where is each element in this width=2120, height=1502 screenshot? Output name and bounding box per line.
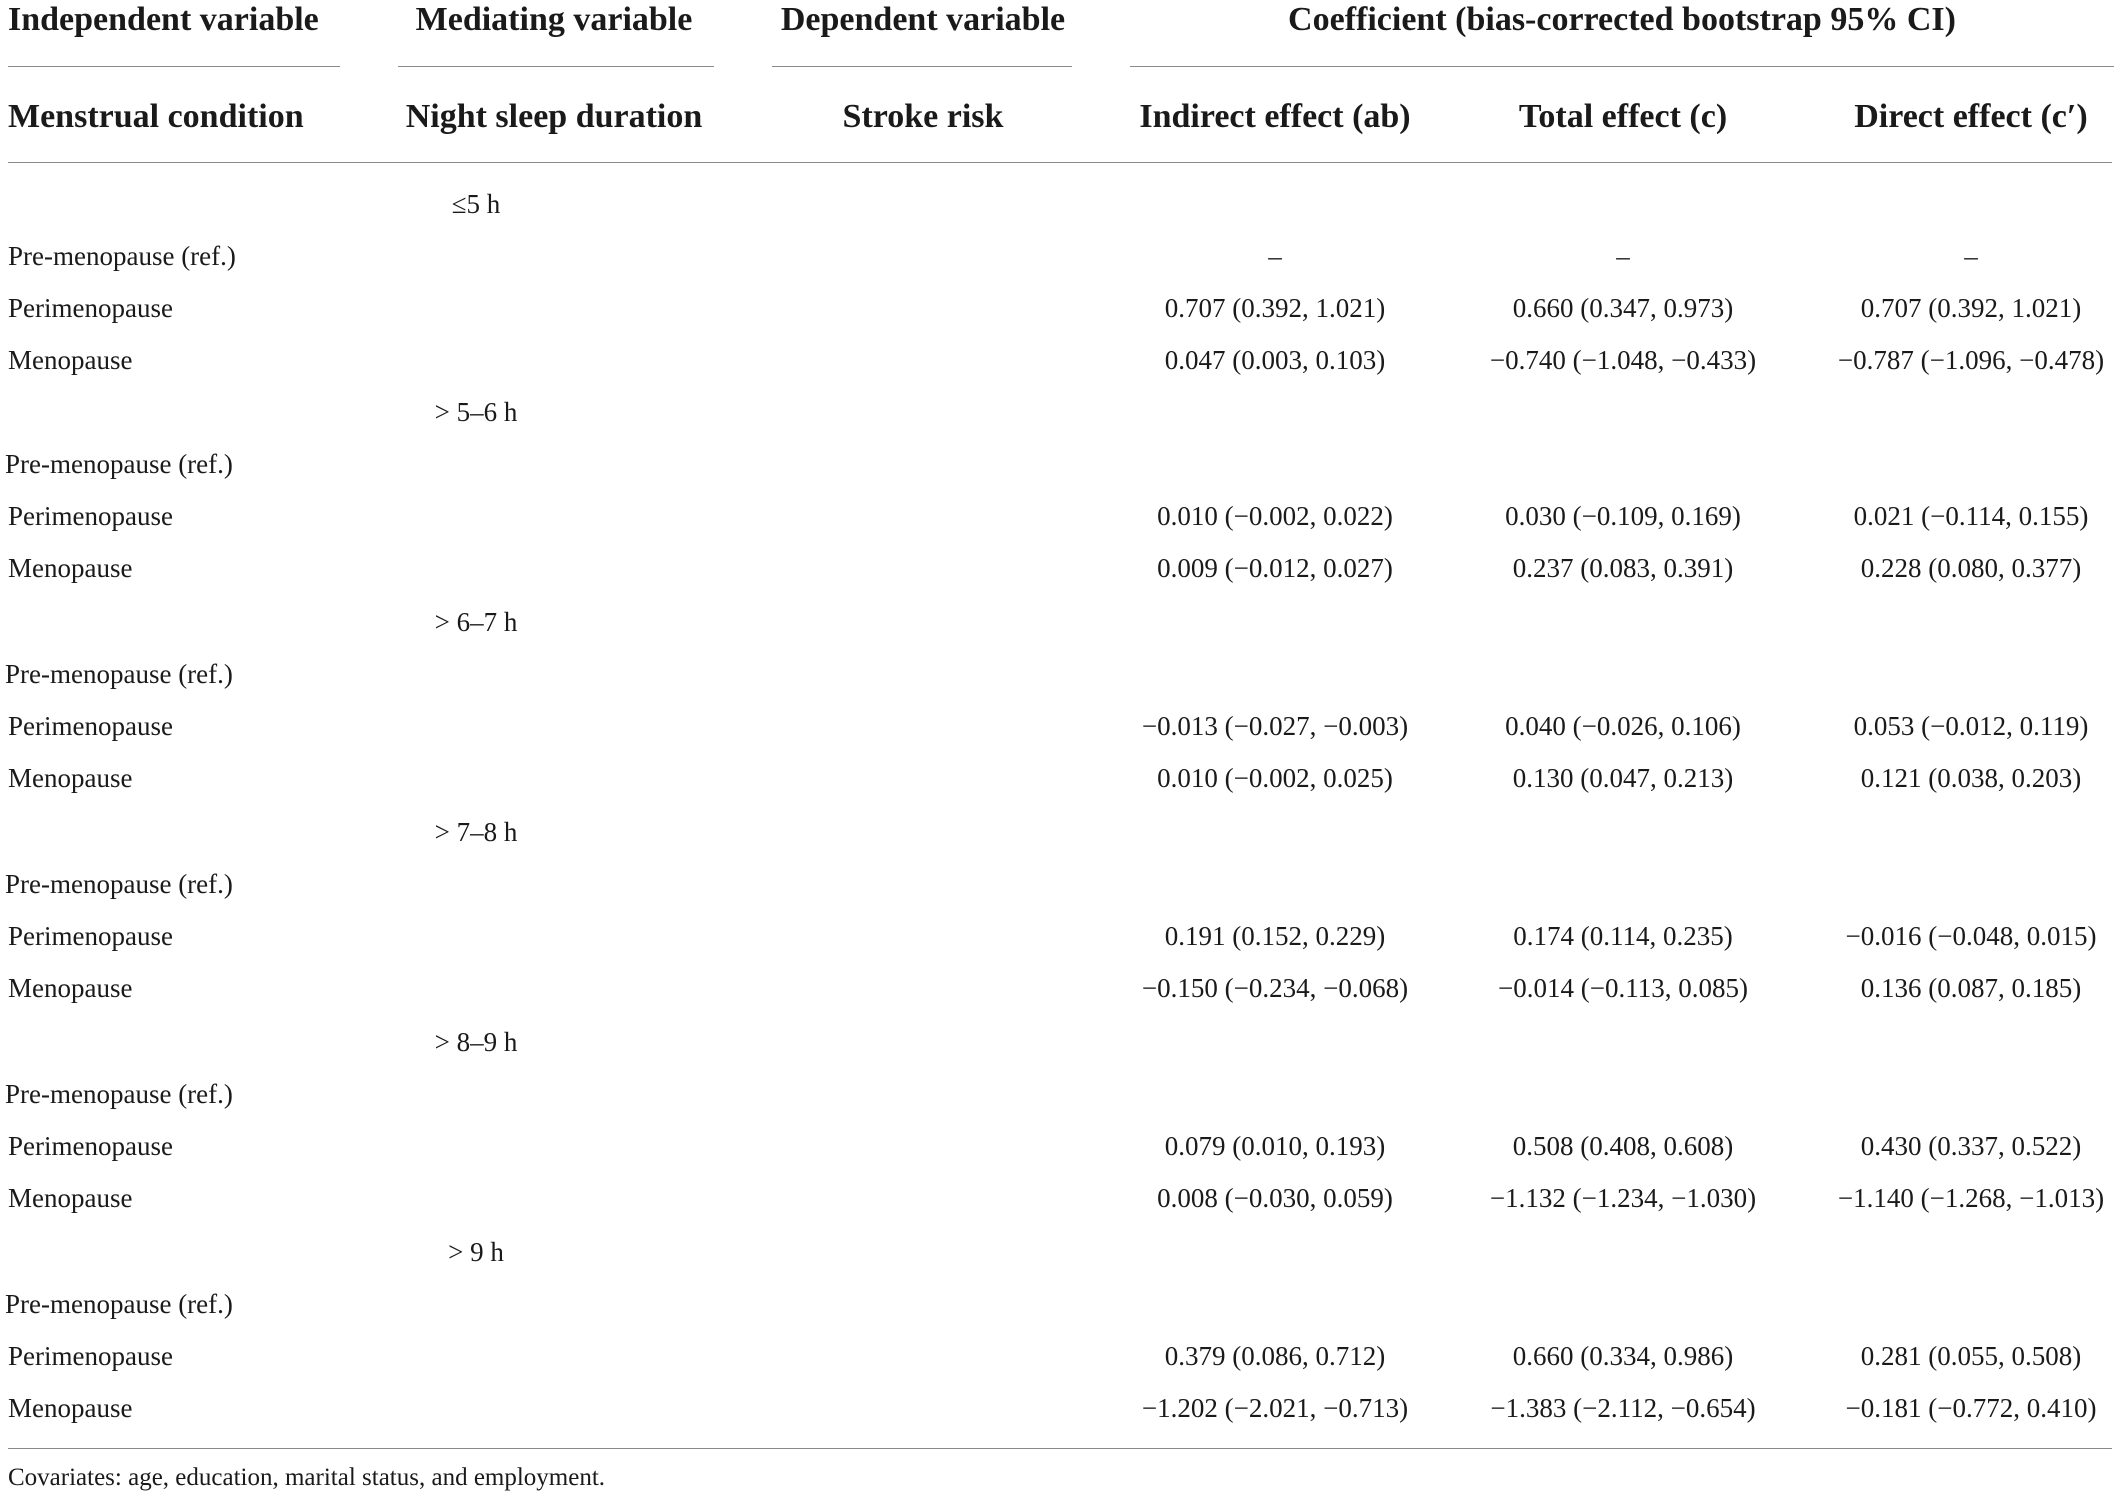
table-row bbox=[0, 1330, 2120, 1382]
table-row bbox=[0, 282, 2120, 334]
table-row bbox=[0, 1172, 2120, 1224]
sleep-duration-label: > 5–6 h bbox=[434, 397, 518, 427]
menstrual-label: Pre-menopause (ref.) bbox=[8, 241, 236, 271]
header-menstrual-condition: Menstrual condition bbox=[8, 98, 304, 135]
indirect-effect-cell: 0.047 (0.003, 0.103) bbox=[1164, 345, 1386, 375]
direct-effect-cell: 0.430 (0.337, 0.522) bbox=[1860, 1131, 2082, 1161]
menstrual-label: Perimenopause bbox=[8, 501, 173, 531]
header-coefficient: Coefficient (bias-corrected bootstrap 95% CI) bbox=[1288, 1, 1956, 38]
total-effect-cell: −1.383 (−2.112, −0.654) bbox=[1490, 1393, 1756, 1423]
direct-effect-cell: −0.016 (−0.048, 0.015) bbox=[1845, 921, 2097, 951]
indirect-effect-cell: −0.150 (−0.234, −0.068) bbox=[1141, 973, 1409, 1003]
indirect-effect-cell: 0.707 (0.392, 1.021) bbox=[1164, 293, 1386, 323]
header-bottom-rule bbox=[8, 162, 2112, 163]
menstrual-label: Perimenopause bbox=[8, 293, 173, 323]
group-row bbox=[0, 1226, 2120, 1278]
table-row bbox=[0, 490, 2120, 542]
menstrual-label: Menopause bbox=[8, 973, 133, 1003]
table-row bbox=[0, 648, 2120, 700]
table-footnote: Covariates: age, education, marital status, and employment. bbox=[8, 1464, 606, 1491]
total-effect-cell: 0.508 (0.408, 0.608) bbox=[1512, 1131, 1734, 1161]
menstrual-label: Menopause bbox=[8, 553, 133, 583]
table-row bbox=[0, 700, 2120, 752]
menstrual-label: Pre-menopause (ref.) bbox=[5, 1289, 233, 1319]
header-stroke-risk: Stroke risk bbox=[842, 98, 1004, 135]
menstrual-label: Pre-menopause (ref.) bbox=[5, 869, 233, 899]
total-effect-cell: 0.130 (0.047, 0.213) bbox=[1512, 763, 1734, 793]
indirect-effect-cell: 0.010 (−0.002, 0.022) bbox=[1157, 501, 1393, 531]
indirect-effect-cell: – bbox=[1268, 241, 1282, 271]
indirect-effect-cell: 0.008 (−0.030, 0.059) bbox=[1157, 1183, 1393, 1213]
table-row bbox=[0, 230, 2120, 282]
menstrual-label: Pre-menopause (ref.) bbox=[5, 659, 233, 689]
group-row bbox=[0, 1016, 2120, 1068]
menstrual-label: Perimenopause bbox=[8, 1341, 173, 1371]
menstrual-label: Menopause bbox=[8, 763, 133, 793]
table-row bbox=[0, 752, 2120, 804]
indirect-effect-cell: 0.191 (0.152, 0.229) bbox=[1164, 921, 1386, 951]
group-row bbox=[0, 178, 2120, 230]
direct-effect-cell: 0.228 (0.080, 0.377) bbox=[1860, 553, 2082, 583]
menstrual-label: Menopause bbox=[8, 345, 133, 375]
direct-effect-cell: 0.121 (0.038, 0.203) bbox=[1860, 763, 2082, 793]
direct-effect-cell: 0.136 (0.087, 0.185) bbox=[1860, 973, 2082, 1003]
indirect-effect-cell: 0.079 (0.010, 0.193) bbox=[1164, 1131, 1386, 1161]
header-direct-effect: Direct effect (c′) bbox=[1854, 98, 2088, 135]
indirect-effect-cell: 0.379 (0.086, 0.712) bbox=[1164, 1341, 1386, 1371]
total-effect-cell: −0.014 (−0.113, 0.085) bbox=[1498, 973, 1748, 1003]
direct-effect-cell: 0.707 (0.392, 1.021) bbox=[1860, 293, 2082, 323]
direct-effect-cell: 0.281 (0.055, 0.508) bbox=[1860, 1341, 2082, 1371]
indirect-effect-cell: 0.009 (−0.012, 0.027) bbox=[1157, 553, 1393, 583]
table-row bbox=[0, 334, 2120, 386]
menstrual-label: Pre-menopause (ref.) bbox=[5, 449, 233, 479]
header-underline-coefficient bbox=[1130, 66, 2114, 67]
table-row bbox=[0, 438, 2120, 490]
direct-effect-cell: −0.787 (−1.096, −0.478) bbox=[1837, 345, 2105, 375]
header-night-sleep-duration: Night sleep duration bbox=[405, 98, 703, 135]
sleep-duration-label: ≤5 h bbox=[451, 189, 501, 219]
menstrual-label: Perimenopause bbox=[8, 921, 173, 951]
header-underline-mediating bbox=[398, 66, 714, 67]
total-effect-cell: 0.660 (0.347, 0.973) bbox=[1512, 293, 1734, 323]
total-effect-cell: 0.030 (−0.109, 0.169) bbox=[1505, 501, 1741, 531]
total-effect-cell: −0.740 (−1.048, −0.433) bbox=[1489, 345, 1757, 375]
sleep-duration-label: > 6–7 h bbox=[434, 607, 518, 637]
total-effect-cell: 0.660 (0.334, 0.986) bbox=[1512, 1341, 1734, 1371]
table-row bbox=[0, 962, 2120, 1014]
table-row bbox=[0, 1068, 2120, 1120]
menstrual-label: Perimenopause bbox=[8, 711, 173, 741]
header-dependent-variable: Dependent variable bbox=[780, 1, 1066, 38]
indirect-effect-cell: −0.013 (−0.027, −0.003) bbox=[1141, 711, 1409, 741]
indirect-effect-cell: 0.010 (−0.002, 0.025) bbox=[1157, 763, 1393, 793]
total-effect-cell: – bbox=[1616, 241, 1630, 271]
direct-effect-cell: −1.140 (−1.268, −1.013) bbox=[1837, 1183, 2105, 1213]
table-row bbox=[0, 1278, 2120, 1330]
indirect-effect-cell: −1.202 (−2.021, −0.713) bbox=[1141, 1393, 1409, 1423]
total-effect-cell: 0.237 (0.083, 0.391) bbox=[1512, 553, 1734, 583]
sleep-duration-label: > 8–9 h bbox=[434, 1027, 518, 1057]
header-total-effect: Total effect (c) bbox=[1518, 98, 1728, 135]
total-effect-cell: 0.040 (−0.026, 0.106) bbox=[1505, 711, 1741, 741]
menstrual-label: Menopause bbox=[8, 1393, 133, 1423]
group-row bbox=[0, 596, 2120, 648]
total-effect-cell: 0.174 (0.114, 0.235) bbox=[1513, 921, 1733, 951]
sleep-duration-label: > 9 h bbox=[448, 1237, 504, 1267]
table-row bbox=[0, 910, 2120, 962]
direct-effect-cell: 0.021 (−0.114, 0.155) bbox=[1853, 501, 2089, 531]
menstrual-label: Perimenopause bbox=[8, 1131, 173, 1161]
group-row bbox=[0, 386, 2120, 438]
direct-effect-cell: – bbox=[1964, 241, 1978, 271]
header-independent-variable: Independent variable bbox=[8, 1, 319, 38]
table-row bbox=[0, 1120, 2120, 1172]
header-indirect-effect: Indirect effect (ab) bbox=[1139, 98, 1411, 135]
menstrual-label: Menopause bbox=[8, 1183, 133, 1213]
total-effect-cell: −1.132 (−1.234, −1.030) bbox=[1489, 1183, 1757, 1213]
menstrual-label: Pre-menopause (ref.) bbox=[5, 1079, 233, 1109]
table-row bbox=[0, 542, 2120, 594]
table-row bbox=[0, 1382, 2120, 1434]
sleep-duration-label: > 7–8 h bbox=[434, 817, 518, 847]
table-row bbox=[0, 858, 2120, 910]
table-bottom-rule bbox=[8, 1448, 2112, 1449]
direct-effect-cell: 0.053 (−0.012, 0.119) bbox=[1853, 711, 2089, 741]
header-underline-dependent bbox=[772, 66, 1072, 67]
direct-effect-cell: −0.181 (−0.772, 0.410) bbox=[1845, 1393, 2097, 1423]
header-mediating-variable: Mediating variable bbox=[415, 1, 693, 38]
header-underline-independent bbox=[8, 66, 340, 67]
group-row bbox=[0, 806, 2120, 858]
